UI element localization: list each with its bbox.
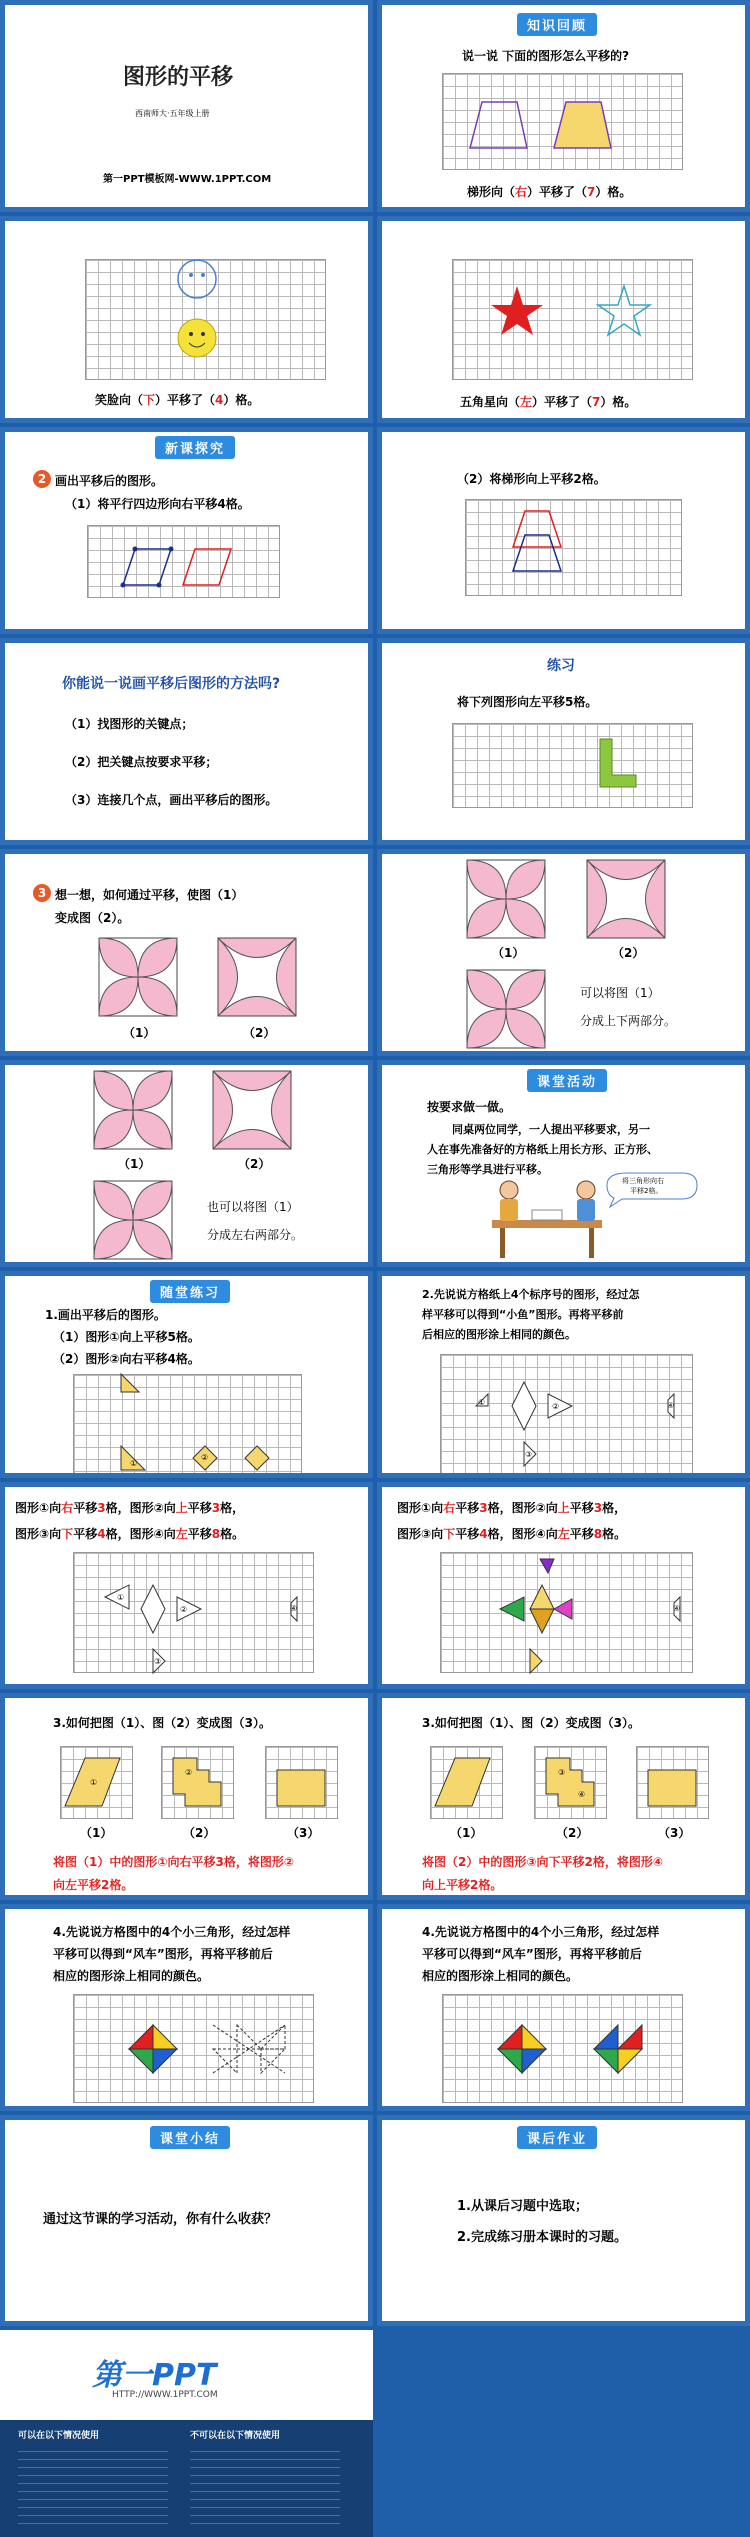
question-line-2: 平移可以得到“风车”图形，再将平移前后 — [422, 1947, 642, 1961]
answer-line-2: 向上平移2格。 — [422, 1878, 503, 1892]
answer-line-2: 向左平移2格。 — [53, 1878, 134, 1892]
question: 3.如何把图（1）、图（2）变成图（3）。 — [53, 1716, 271, 1730]
slide-homework — [377, 2115, 750, 2326]
caption-2: （2） — [243, 1026, 276, 1040]
question-line-3: 相应的图形涂上相同的颜色。 — [422, 1969, 579, 1983]
section-title: 练习 — [547, 658, 575, 674]
petal-figures — [5, 854, 373, 1056]
l-shape-figure — [382, 643, 750, 845]
slide-practice-2 — [377, 1271, 750, 1478]
step-2: （2）把关键点按要求平移； — [65, 755, 218, 769]
caption-3: （3） — [287, 1826, 320, 1840]
homework-2: 2.完成练习册本课时的习题。 — [457, 2230, 627, 2245]
caption-2: （2） — [183, 1826, 216, 1840]
footer-logo-area — [0, 2330, 373, 2420]
cannot-use-list — [190, 2446, 340, 2526]
question: 你能说一说画平移后图形的方法吗? — [62, 676, 281, 692]
note-line-1: 可以将图（1） — [580, 986, 660, 1000]
question: 将下列图形向左平移5格。 — [457, 695, 598, 709]
note-line-2: 分成左右两部分。 — [207, 1228, 304, 1242]
marker-2: ② — [552, 1402, 560, 1411]
parallelogram-figure — [5, 432, 373, 634]
marker-2: ② — [180, 1605, 188, 1614]
summary-question: 通过这节课的学习活动，你有什么收获？ — [43, 2212, 278, 2227]
slide-split-horizontal — [0, 1060, 373, 1267]
number-badge: 3 — [33, 884, 51, 902]
pinwheel-shapes — [382, 1909, 750, 2111]
practice-shapes — [5, 1276, 373, 1478]
slide-activity — [377, 1060, 750, 1267]
slide-exercise — [377, 638, 750, 845]
question-line-1: 4.先说说方格图中的4个小三角形，经过怎样 — [53, 1925, 291, 1939]
answer-line: 梯形向（右）平移了（7）格。 — [467, 185, 632, 199]
marker-3: ③ — [558, 1768, 566, 1777]
slide-transform-1 — [0, 1693, 373, 1900]
brand-text: 第一PPT模板网-WWW.1PPT.COM — [103, 174, 272, 185]
question: 3.如何把图（1）、图（2）变成图（3）。 — [422, 1716, 640, 1730]
slide-review — [377, 0, 750, 212]
cannot-use-heading: 不可以在以下情况使用 — [190, 2431, 281, 2441]
question-line-3: 相应的图形涂上相同的颜色。 — [53, 1969, 210, 1983]
question: 画出平移后的图形。 — [55, 474, 164, 488]
section-tag: 知识回顾 — [517, 13, 597, 36]
trapezoid-up-figure — [382, 432, 750, 634]
note-line-2: 分成上下两部分。 — [580, 1014, 677, 1028]
caption-2: （2） — [556, 1826, 589, 1840]
fish-shapes — [382, 1276, 750, 1478]
instruction: 按要求做一做。 — [427, 1100, 512, 1114]
background-fill — [377, 2330, 750, 2537]
question-1: （1）图形①向上平移5格。 — [53, 1330, 200, 1344]
answer-line: 笑脸向（下）平移了（4）格。 — [95, 393, 260, 407]
subtitle: 西南师大·五年级上册 — [135, 109, 210, 118]
logo: 第一PPT — [92, 2358, 217, 2393]
slide-think — [0, 849, 373, 1056]
slide-new-lesson — [0, 427, 373, 634]
marker-1: ① — [90, 1778, 98, 1787]
question-1: （1）将平行四边形向右平移4格。 — [65, 497, 250, 511]
marker-4: ④ — [667, 1401, 675, 1410]
question: （2）将梯形向上平移2格。 — [457, 472, 606, 486]
slide-trapezoid-up — [377, 427, 750, 634]
question: 1.画出平移后的图形。 — [45, 1308, 166, 1322]
answer-line-1: 图形①向右平移3格，图形②向上平移3格， — [397, 1501, 627, 1515]
slide-star — [377, 216, 750, 423]
caption-2: （2） — [238, 1157, 271, 1171]
slide-pinwheel-2 — [377, 1904, 750, 2111]
footer-panel — [0, 2330, 373, 2537]
fish-shapes — [5, 1487, 373, 1689]
homework-1: 1.从课后习题中选取； — [457, 2199, 588, 2214]
caption-1: （1） — [450, 1826, 483, 1840]
section-tag: 课堂小结 — [150, 2126, 230, 2149]
question-line-2: 变成图（2）。 — [55, 911, 130, 925]
slide-pinwheel-1 — [0, 1904, 373, 2111]
can-use-heading: 可以在以下情况使用 — [18, 2431, 100, 2441]
page-title: 图形的平移 — [123, 65, 234, 90]
logo-url[interactable]: HTTP://WWW.1PPT.COM — [112, 2390, 218, 2400]
slide-summary — [0, 2115, 373, 2326]
petal-split-figures — [382, 854, 750, 1056]
can-use-list — [18, 2446, 168, 2526]
marker-4: ④ — [290, 1604, 298, 1613]
section-tag: 课后作业 — [517, 2126, 597, 2149]
slide-practice-answer-1 — [0, 1482, 373, 1689]
answer-line: 五角星向（左）平移了（7）格。 — [460, 395, 637, 409]
number-badge: 2 — [33, 470, 51, 488]
slide-split-vertical — [377, 849, 750, 1056]
marker-4: ④ — [578, 1790, 586, 1799]
step-3: （3）连接几个点，画出平移后的图形。 — [65, 793, 278, 807]
section-tag: 随堂练习 — [150, 1280, 230, 1303]
answer-line-1: 将图（2）中的图形③向下平移2格，将图形④ — [422, 1855, 664, 1869]
slide-smiley — [0, 216, 373, 423]
colored-fish — [382, 1487, 750, 1689]
speech-bubble-line-1: 将三角形向右 — [622, 1177, 664, 1185]
answer-line-2: 图形③向下平移4格，图形④向左平移8格。 — [15, 1527, 245, 1541]
marker-3: ③ — [154, 1657, 162, 1666]
answer-line-1: 图形①向右平移3格，图形②向上平移3格， — [15, 1501, 245, 1515]
children-illustration — [382, 1065, 750, 1267]
marker-2: ② — [201, 1453, 209, 1462]
petal-split-figures — [5, 1065, 373, 1267]
note-line-1: 也可以将图（1） — [207, 1200, 299, 1214]
question-line-1: 想一想，如何通过平移，使图（1） — [55, 888, 244, 902]
question-2: （2）图形②向右平移4格。 — [53, 1352, 200, 1366]
caption-3: （3） — [658, 1826, 691, 1840]
section-tag: 课堂活动 — [527, 1069, 607, 1092]
question-line-1: 2.先说说方格纸上4个标序号的图形，经过怎 — [422, 1288, 640, 1301]
answer-line-2: 图形③向下平移4格，图形④向左平移8格。 — [397, 1527, 627, 1541]
para-line-1: 同桌两位同学，一人提出平移要求，另一 — [452, 1123, 650, 1136]
caption-1: （1） — [80, 1826, 113, 1840]
slide-practice-1 — [0, 1271, 373, 1478]
slide-practice-answer-2 — [377, 1482, 750, 1689]
question-line-1: 4.先说说方格图中的4个小三角形，经过怎样 — [422, 1925, 660, 1939]
section-tag: 新课探究 — [155, 436, 235, 459]
caption-1: （1） — [118, 1157, 151, 1171]
marker-4: ④ — [673, 1604, 681, 1613]
marker-2: ② — [185, 1768, 193, 1777]
slide-method — [0, 638, 373, 845]
caption-2: （2） — [612, 946, 645, 960]
question-line-2: 样平移可以得到“小鱼”图形。再将平移前 — [422, 1308, 624, 1321]
marker-1: ① — [117, 1593, 125, 1602]
caption-1: （1） — [492, 946, 525, 960]
speech-bubble-line-2: 平移2格。 — [630, 1187, 663, 1195]
answer-line-1: 将图（1）中的图形①向右平移3格，将图形② — [53, 1855, 295, 1869]
question-line-2: 平移可以得到“风车”图形，再将平移前后 — [53, 1947, 273, 1961]
trapezoid-figure — [382, 5, 750, 212]
slide-title — [0, 0, 373, 212]
para-line-2: 人在事先准备好的方格纸上用长方形、正方形、 — [427, 1143, 658, 1156]
step-1: （1）找图形的关键点； — [65, 717, 194, 731]
footer-bar — [0, 2420, 373, 2537]
caption-1: （1） — [123, 1026, 156, 1040]
question: 说一说 下面的图形怎么平移的? — [462, 49, 630, 63]
slide-transform-2 — [377, 1693, 750, 1900]
question-line-3: 后相应的图形涂上相同的颜色。 — [422, 1328, 576, 1341]
pinwheel-shapes — [5, 1909, 373, 2111]
marker-3: ③ — [525, 1450, 533, 1459]
marker-1: ① — [478, 1398, 486, 1407]
marker-1: ① — [130, 1459, 138, 1468]
para-line-3: 三角形等学具进行平移。 — [427, 1163, 548, 1176]
